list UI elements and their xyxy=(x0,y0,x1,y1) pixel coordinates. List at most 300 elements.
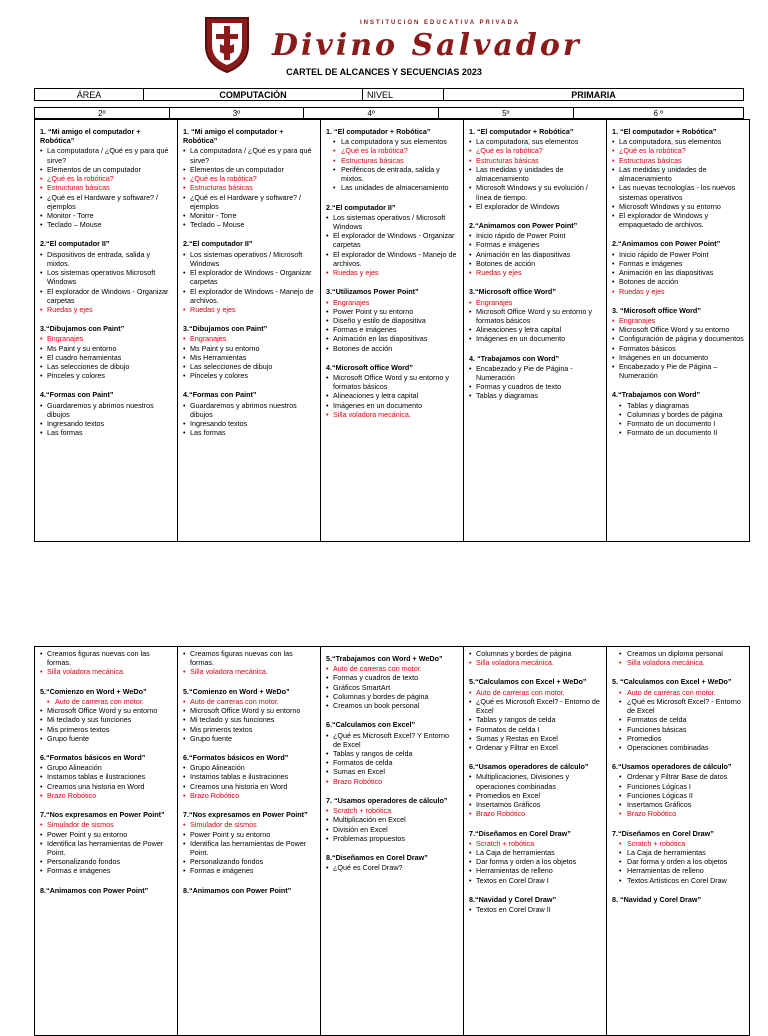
grade-column xyxy=(464,647,607,1036)
topic-item: • Mi teclado y sus funciones xyxy=(183,715,315,724)
topic-item: • Formato de un documento I xyxy=(612,419,744,428)
topic-item: • Grupo fuente xyxy=(40,734,172,743)
unit-block xyxy=(40,239,172,314)
topic-item: • ¿Qué es la robótica? xyxy=(40,174,172,183)
unit-block xyxy=(183,649,315,677)
unit-title: 1. “Mi amigo el computador + Robótica” xyxy=(183,127,284,146)
topic-item: • Dar forma y orden a los objetos xyxy=(469,857,601,866)
unit-title: 1. “El computador + Robótica” xyxy=(326,127,431,136)
topic-item: • ¿Qué es la robótica? xyxy=(183,174,315,183)
topic-item: • El explorador de Windows xyxy=(469,202,601,211)
level-label: NIVEL xyxy=(363,89,444,101)
topic-list xyxy=(40,697,172,743)
grade-column xyxy=(607,120,750,542)
topic-item: • Textos Artísticos en Corel Draw xyxy=(612,876,744,885)
unit-title: 5. “Calculamos con Excel + WeDo” xyxy=(612,677,732,687)
topic-item: • Inicio rápido de Power Point xyxy=(469,231,601,240)
topic-item: • Silla voladora mecánica. xyxy=(326,410,458,419)
topic-item: • El explorador de Windows y empaquetado de archivos. xyxy=(612,211,744,229)
topic-item: • La computadora y sus elementos xyxy=(326,137,458,146)
unit-block xyxy=(183,239,315,314)
unit-title: 1. “El computador + Robótica” xyxy=(612,127,717,136)
unit-title: 7.“Nos expresamos en Power Point” xyxy=(40,810,165,820)
unit-block xyxy=(183,810,315,876)
unit-title: 3.“Utilizamos Power Point” xyxy=(326,287,419,297)
topic-item: • Formas e imágenes xyxy=(183,866,315,875)
unit-block xyxy=(469,649,601,667)
topic-item: • La computadora / ¿Qué es y para qué sirve? xyxy=(183,146,315,164)
unit-block xyxy=(469,677,601,752)
topic-list xyxy=(326,373,458,419)
topic-item: • Botones de acción xyxy=(326,344,458,353)
topic-item: • Ordenar y Filtrar Base de datos xyxy=(612,772,744,781)
area-row-table xyxy=(34,88,744,101)
topic-item: • Las formas xyxy=(40,428,172,437)
unit-block xyxy=(40,324,172,380)
topic-item: • Scratch + robótica xyxy=(326,806,458,815)
grade-column xyxy=(178,120,321,542)
topic-item: • Multiplicación en Excel xyxy=(326,815,458,824)
topic-item: • Botones de acción xyxy=(469,259,601,268)
topic-item: • Microsoft Office Word y su entorno y formatos básicos xyxy=(326,373,458,391)
topic-item: • ¿Qué es la robótica? xyxy=(326,146,458,155)
topic-item: • Los sistemas operativos / Microsoft Windows xyxy=(326,213,458,231)
topic-item: • Promedios xyxy=(612,734,744,743)
unit-block xyxy=(469,221,601,277)
topic-item: • Auto de carreras con motor. xyxy=(40,697,172,706)
topic-item: • El explorador de Windows - Manejo de archivos. xyxy=(326,250,458,268)
topic-list xyxy=(40,763,172,800)
unit-block xyxy=(40,390,172,437)
topic-item: • Dar forma y orden a los objetos xyxy=(612,857,744,866)
grade-6: 6 º xyxy=(573,108,743,119)
unit-block xyxy=(326,203,458,278)
unit-block xyxy=(612,239,744,295)
topic-item: • Tablas y rangos de celda xyxy=(326,749,458,758)
topic-item: • Tablas y diagramas xyxy=(612,401,744,410)
topic-item: • Grupo Alineación xyxy=(183,763,315,772)
topic-list xyxy=(326,806,458,843)
topic-item: • Creamos una historia en Word xyxy=(183,782,315,791)
topic-item: • Microsoft Office Word y su entorno y formatos básicos xyxy=(469,307,601,325)
topic-item: • Dispositivos de entrada, salida y mixtos. xyxy=(40,250,172,268)
topic-item: • Brazo Robótico xyxy=(612,809,744,818)
topic-list xyxy=(612,772,744,818)
area-value: COMPUTACIÓN xyxy=(144,89,363,101)
topic-item: • Ingresando textos xyxy=(40,419,172,428)
topic-list xyxy=(326,298,458,353)
unit-title: 4.“Microsoft office Word” xyxy=(326,362,413,372)
unit-block xyxy=(326,127,458,193)
topic-item: • Personalizando fondos xyxy=(183,857,315,866)
topic-item: • Ms Paint y su entorno xyxy=(183,344,315,353)
topic-item: • Scratch + robótica xyxy=(612,839,744,848)
topic-item: • Estructuras básicas xyxy=(40,183,172,192)
topic-item: • Auto de carreras con motor. xyxy=(612,688,744,697)
topic-item: • Formatos de celda xyxy=(612,715,744,724)
topic-item: • Engranajes xyxy=(469,298,601,307)
level-value: PRIMARIA xyxy=(444,89,744,101)
topic-list xyxy=(40,334,172,380)
unit-block xyxy=(183,324,315,380)
topic-item: • Gráficos SmartArt xyxy=(326,683,458,692)
topic-item: • Ruedas y ejes xyxy=(469,268,601,277)
topic-item: • La Caja de herramientas xyxy=(612,848,744,857)
topic-list xyxy=(183,250,315,315)
grade-header-table xyxy=(34,107,744,119)
unit-title: 7.“Diseñamos en Corel Draw” xyxy=(469,828,571,838)
topic-item: • Diseño y estilo de diapositiva xyxy=(326,316,458,325)
topic-list xyxy=(183,697,315,743)
topic-list xyxy=(326,213,458,278)
topic-item: • Formas e imágenes xyxy=(326,325,458,334)
topic-item: • Formas e imágenes xyxy=(469,240,601,249)
topic-item: • Silla voladora mecánica. xyxy=(469,658,601,667)
topic-list xyxy=(40,820,172,875)
topic-item: • Las unidades de almacenamiento xyxy=(326,183,458,192)
topic-item: • Microsoft Office Word y su entorno xyxy=(183,706,315,715)
unit-title: 2.“El computador II” xyxy=(183,239,253,249)
unit-title: 2.“El computador II” xyxy=(326,202,396,212)
topic-item: • ¿Qué es la robótica? xyxy=(612,146,744,155)
unit-block xyxy=(40,687,172,743)
topic-item: • Formas y cuadros de texto xyxy=(469,382,601,391)
topic-list xyxy=(326,664,458,710)
topic-item: • Formatos de celda xyxy=(326,758,458,767)
unit-block xyxy=(326,796,458,843)
unit-block xyxy=(40,127,172,229)
unit-title: 4.“Formas con Paint” xyxy=(40,390,114,400)
unit-title: 1. “Mi amigo el computador + Robótica” xyxy=(40,127,141,146)
topic-item: • Engranajes xyxy=(612,316,744,325)
unit-title: 3. “Microsoft office Word” xyxy=(612,305,701,315)
topic-item: • Los sistemas operativos Microsoft Windows xyxy=(40,268,172,286)
topic-item: • Formas e imágenes xyxy=(40,866,172,875)
unit-title: 5.“Trabajamos con Word + WeDo” xyxy=(326,654,443,663)
topic-item: • Personalizando fondos xyxy=(40,857,172,866)
topic-item: • Creamos una historia en Word xyxy=(40,782,172,791)
topic-item: • Engranajes xyxy=(326,298,458,307)
topic-item: • Sumas en Excel xyxy=(326,767,458,776)
unit-block xyxy=(326,287,458,353)
unit-title: 6.“Formatos básicos en Word” xyxy=(40,752,146,762)
unit-block xyxy=(183,886,315,895)
topic-item: • Mis Herramientas xyxy=(183,353,315,362)
topic-item: • Las selecciones de dibujo xyxy=(183,362,315,371)
topic-item: • Herramientas de relleno xyxy=(612,866,744,875)
unit-title: 7.“Nos expresamos en Power Point” xyxy=(183,810,308,820)
topic-item: • Herramientas de relleno xyxy=(469,866,601,875)
topic-list xyxy=(612,137,744,229)
grade-column xyxy=(35,647,178,1036)
school-tagline: INSTITUCION EDUCATIVA PRIVADA xyxy=(360,20,521,26)
topic-item: • Las selecciones de dibujo xyxy=(40,362,172,371)
unit-block xyxy=(612,127,744,229)
topic-item: • Multiplicaciones, Divisiones y operaciones combinadas xyxy=(469,772,601,790)
topic-list xyxy=(40,401,172,438)
topic-item: • Brazo Robótico xyxy=(326,777,458,786)
topic-list xyxy=(469,364,601,401)
topic-item: • Guardaremos y abrimos nuestros dibujos xyxy=(183,401,315,419)
unit-title: 5.“Calculamos con Excel + WeDo” xyxy=(469,677,587,687)
unit-block xyxy=(326,720,458,786)
topic-item: • Mis primeros textos xyxy=(183,725,315,734)
topic-item: • Tablas y rangos de celda xyxy=(469,715,601,724)
topic-list xyxy=(183,763,315,800)
topic-item: • Elementos de un computador xyxy=(183,165,315,174)
topic-item: • Promedios en Excel xyxy=(469,791,601,800)
topic-list xyxy=(326,137,458,192)
syllabus-table-page1 xyxy=(34,119,750,542)
topic-item: • Microsoft Office Word y su entorno xyxy=(40,706,172,715)
topic-item: • Formas y cuadros de texto xyxy=(326,673,458,682)
topic-item: • Auto de carreras con motor. xyxy=(469,688,601,697)
unit-block xyxy=(326,363,458,419)
topic-item: • Estructuras básicas xyxy=(469,156,601,165)
topic-list xyxy=(183,334,315,380)
syllabus-table-page2 xyxy=(34,646,750,1036)
topic-item: • ¿Qué es el Hardware y software? / ejemplos xyxy=(183,193,315,211)
topic-item: • Inicio rápido de Power Point xyxy=(612,250,744,259)
unit-title: 3.“Dibujamos con Paint” xyxy=(183,324,268,334)
unit-block xyxy=(183,687,315,743)
topic-item: • Power Point y su entorno xyxy=(40,830,172,839)
topic-item: • Estructuras básicas xyxy=(183,183,315,192)
topic-item: • Grupo Alineación xyxy=(40,763,172,772)
topic-item: • Brazo Robótico xyxy=(183,791,315,800)
topic-item: • Funciones Lógicas I xyxy=(612,782,744,791)
topic-item: • Silla voladora mecánica. xyxy=(183,667,315,676)
topic-item: • Animación en las diapositivas xyxy=(612,268,744,277)
topic-item: • Las medidas y unidades de almacenamiento xyxy=(612,165,744,183)
unit-title: 2.“Animamos con Power Point” xyxy=(469,220,578,230)
topic-item: • Identifica las herramientas de Power Point. xyxy=(40,839,172,857)
unit-block xyxy=(612,895,744,904)
unit-title: 6.“Usamos operadores de cálculo” xyxy=(612,762,732,772)
topic-item: • Estructuras básicas xyxy=(612,156,744,165)
unit-title: 8.“Animamos con Power Point” xyxy=(183,885,292,895)
topic-item: • Monitor - Torre xyxy=(40,211,172,220)
topic-item: • ¿Qué es la robótica? xyxy=(469,146,601,155)
topic-item: • El cuadro herramientas xyxy=(40,353,172,362)
topic-list xyxy=(612,316,744,381)
unit-title: 6.“Usamos operadores de cálculo” xyxy=(469,762,589,772)
unit-block xyxy=(469,895,601,914)
topic-item: • Engranajes xyxy=(183,334,315,343)
topic-item: • Formatos de celda I xyxy=(469,725,601,734)
area-label: ÁREA xyxy=(35,89,144,101)
topic-item: • Power Point y su entorno xyxy=(326,307,458,316)
unit-title: 3.“Microsoft office Word” xyxy=(469,287,556,297)
topic-item: • Brazo Robótico xyxy=(469,809,601,818)
topic-item: • Encabezado y Pie de Página - Numeración xyxy=(469,364,601,382)
topic-item: • Power Point y su entorno xyxy=(183,830,315,839)
unit-block xyxy=(183,390,315,437)
topic-item: • Operaciones combinadas xyxy=(612,743,744,752)
topic-item: • Mis primeros textos xyxy=(40,725,172,734)
unit-block xyxy=(612,649,744,667)
topic-item: • La computadora, sus elementos xyxy=(612,137,744,146)
topic-list xyxy=(469,772,601,818)
school-crest-icon xyxy=(202,14,252,74)
grade-2: 2º xyxy=(35,108,170,119)
topic-item: • Columnas y bordes de página xyxy=(612,410,744,419)
unit-block xyxy=(40,649,172,677)
unit-title: 6.“Calculamos con Excel” xyxy=(326,720,416,730)
unit-title: 5.“Comienzo en Word + WeDo” xyxy=(40,686,147,696)
unit-title: 8.“Diseñamos en Corel Draw” xyxy=(326,852,428,862)
topic-item: • Microsoft Windows y su evolución / línea de tiempo. xyxy=(469,183,601,201)
topic-list xyxy=(612,401,744,438)
topic-list xyxy=(40,146,172,229)
topic-item: • Alineaciones y letra capital xyxy=(469,325,601,334)
topic-item: • Las nuevas tecnologías - los nuevos sistemas operativos xyxy=(612,183,744,201)
topic-item: • Grupo fuente xyxy=(183,734,315,743)
topic-list xyxy=(326,863,458,872)
topic-item: • Botones de acción xyxy=(612,277,744,286)
topic-item: • Funciones Lógicas II xyxy=(612,791,744,800)
document-title: CARTEL DE ALCANCES Y SECUENCIAS 2023 xyxy=(286,67,482,77)
topic-item: • La computadora, sus elementos xyxy=(469,137,601,146)
topic-item: • Ingresando textos xyxy=(183,419,315,428)
topic-item: • Textos en Corel Draw I xyxy=(469,876,601,885)
unit-block xyxy=(40,886,172,895)
unit-block xyxy=(469,354,601,401)
topic-item: • Ms Paint y su entorno xyxy=(40,344,172,353)
topic-item: • Ruedas y ejes xyxy=(40,305,172,314)
topic-item: • Las medidas y unidades de almacenamiento xyxy=(469,165,601,183)
grade-5: 5º xyxy=(438,108,573,119)
topic-item: • Silla voladora mecánica. xyxy=(612,658,744,667)
topic-item: • Elementos de un computador xyxy=(40,165,172,174)
grade-column xyxy=(321,120,464,542)
unit-block xyxy=(469,287,601,343)
unit-title: 1. “El computador + Robótica” xyxy=(469,127,574,136)
topic-list xyxy=(40,250,172,315)
topic-item: • Brazo Robótico xyxy=(40,791,172,800)
grade-3: 3º xyxy=(169,108,304,119)
topic-item: • El explorador de Windows - Organizar carpetas xyxy=(326,231,458,249)
grade-column xyxy=(607,647,750,1036)
topic-item: • Identifica las herramientas de Power Point. xyxy=(183,839,315,857)
topic-item: • Creamos figuras nuevas con las formas. xyxy=(183,649,315,667)
topic-item: • Instamos tablas e ilustraciones xyxy=(40,772,172,781)
topic-list xyxy=(469,839,601,885)
topic-list xyxy=(469,231,601,277)
grade-column xyxy=(464,120,607,542)
topic-item: • Periféricos de entrada, salida y mixtos. xyxy=(326,165,458,183)
topic-item: • Insertamos Gráficos xyxy=(612,800,744,809)
topic-item: • Funciones básicas xyxy=(612,725,744,734)
topic-item: • Creamos figuras nuevas con las formas. xyxy=(40,649,172,667)
topic-item: • Ruedas y ejes xyxy=(612,287,744,296)
topic-item: • Textos en Corel Draw II xyxy=(469,905,601,914)
unit-block xyxy=(612,306,744,381)
unit-title: 3.“Dibujamos con Paint” xyxy=(40,324,125,334)
unit-block xyxy=(469,762,601,818)
unit-title: 6.“Formatos básicos en Word” xyxy=(183,752,289,762)
topic-list xyxy=(183,146,315,229)
topic-item: • Ruedas y ejes xyxy=(326,268,458,277)
topic-item: • El explorador de Windows - Organizar carpetas xyxy=(183,268,315,286)
topic-item: • El explorador de Windows - Organizar carpetas xyxy=(40,287,172,305)
unit-block xyxy=(612,762,744,818)
topic-item: • Auto de carreras con motor. xyxy=(183,697,315,706)
topic-list xyxy=(612,688,744,753)
topic-item: • Mi teclado y sus funciones xyxy=(40,715,172,724)
grade-column xyxy=(321,647,464,1036)
topic-list xyxy=(469,649,601,667)
topic-item: • Silla voladora mecánica. xyxy=(40,667,172,676)
topic-item: • Columnas y bordes de página xyxy=(326,692,458,701)
unit-title: 8.“Navidad y Corel Draw” xyxy=(469,894,557,904)
unit-block xyxy=(326,853,458,872)
topic-item: • Instamos tablas e ilustraciones xyxy=(183,772,315,781)
topic-item: • Guardaremos y abrimos nuestros dibujos xyxy=(40,401,172,419)
topic-list xyxy=(469,298,601,344)
topic-item: • Alineaciones y letra capital xyxy=(326,391,458,400)
topic-item: • ¿Qué es Microsoft Excel? - Entorno de Excel xyxy=(612,697,744,715)
topic-list xyxy=(612,649,744,667)
unit-block xyxy=(469,127,601,211)
unit-block xyxy=(183,753,315,800)
topic-item: • Creamos un diploma personal xyxy=(612,649,744,658)
topic-item: • Animación en las diapositivas xyxy=(326,334,458,343)
unit-block xyxy=(40,753,172,800)
topic-item: • El explorador de Windows - Manejo de archivos. xyxy=(183,287,315,305)
topic-item: • Imágenes en un documento xyxy=(326,401,458,410)
topic-list xyxy=(183,820,315,875)
topic-item: • Animación en las diapositivas xyxy=(469,250,601,259)
topic-item: • Ruedas y ejes xyxy=(183,305,315,314)
school-name: Divino Salvador xyxy=(272,28,582,63)
topic-item: • Teclado – Mouse xyxy=(40,220,172,229)
topic-item: • Pinceles y colores xyxy=(183,371,315,380)
unit-block xyxy=(612,677,744,752)
topic-item: • Configuración de página y documentos xyxy=(612,334,744,343)
unit-block xyxy=(469,829,601,885)
topic-list xyxy=(612,250,744,296)
topic-item: • Formas e imágenes xyxy=(612,259,744,268)
topic-item: • Encabezado y Pie de Página – Numeración xyxy=(612,362,744,380)
topic-item: • Sumas y Restas en Excel xyxy=(469,734,601,743)
unit-block xyxy=(612,829,744,885)
topic-item: • Monitor - Torre xyxy=(183,211,315,220)
unit-title: 4.“Trabajamos con Word” xyxy=(612,390,701,400)
topic-item: • División en Excel xyxy=(326,825,458,834)
topic-item: • Insertamos Gráficos xyxy=(469,800,601,809)
topic-list xyxy=(40,649,172,677)
topic-item: • Los sistemas operativos / Microsoft Windows xyxy=(183,250,315,268)
topic-item: • Creamos un book personal xyxy=(326,701,458,710)
topic-item: • Engranajes xyxy=(40,334,172,343)
topic-item: • Formatos básicos xyxy=(612,344,744,353)
unit-block xyxy=(40,810,172,876)
topic-item: • ¿Qué es Microsoft Excel? - Entorno de Excel xyxy=(469,697,601,715)
grade-4: 4º xyxy=(304,108,439,119)
topic-item: • ¿Qué es el Hardware y software? / ejemplos xyxy=(40,193,172,211)
topic-item: • Tablas y diagramas xyxy=(469,391,601,400)
topic-item: • ¿Qué es Corel Draw? xyxy=(326,863,458,872)
topic-item: • ¿Qué es Microsoft Excel? Y Entorno de Excel xyxy=(326,731,458,749)
unit-title: 8.“Animamos con Power Point” xyxy=(40,885,149,895)
unit-title: 8. “Navidad y Corel Draw” xyxy=(612,894,702,904)
unit-title: 4.“Formas con Paint” xyxy=(183,390,257,400)
unit-title: 2.“El computador II” xyxy=(40,239,110,249)
topic-item: • La computadora / ¿Qué es y para qué sirve? xyxy=(40,146,172,164)
unit-title: 7. “Usamos operadores de cálculo” xyxy=(326,795,448,805)
topic-item: • Scratch + robótica xyxy=(469,839,601,848)
